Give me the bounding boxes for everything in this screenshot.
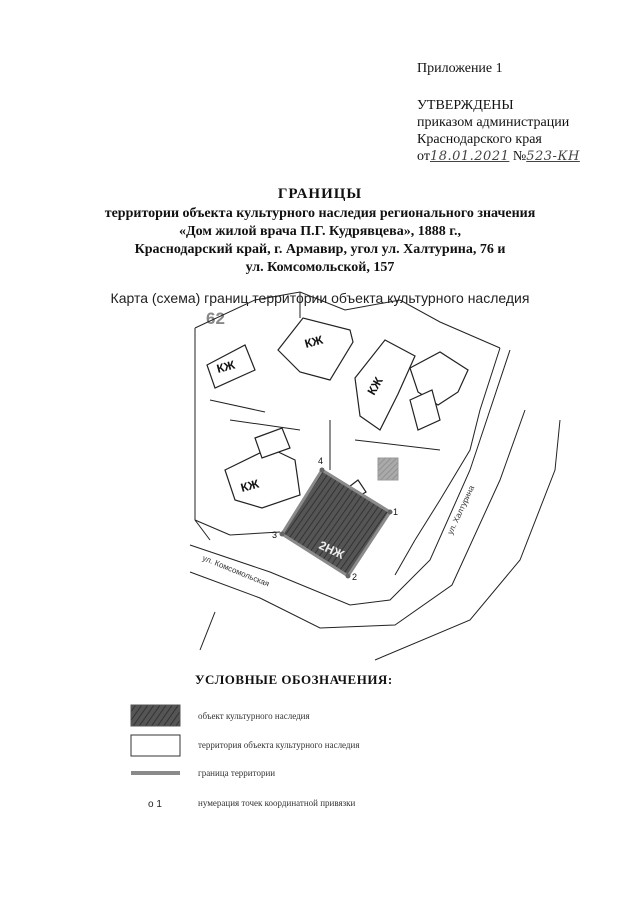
- handwritten-date: 18.01.2021: [429, 149, 510, 164]
- street-label-komsomolskaya: ул. Комсомольская: [201, 553, 271, 589]
- legend-symbol-point: o 1: [148, 799, 162, 810]
- label-kzh-2: КЖ: [215, 357, 237, 376]
- street-edge-far: [375, 420, 560, 660]
- legend-item-territory: территория объекта культурного наследия: [198, 740, 360, 750]
- plot-line-sw: [200, 612, 215, 650]
- legend-item-heritage: объект культурного наследия: [198, 711, 310, 721]
- appendix-label: Приложение 1: [417, 61, 503, 76]
- approved-title: УТВЕРЖДЕНЫ: [417, 98, 514, 113]
- approved-line-1: приказом администрации: [417, 115, 570, 130]
- label-kzh-4: КЖ: [239, 476, 261, 495]
- street-label-khalturina: ул. Халтурина: [445, 484, 477, 536]
- legend-symbol-territory: [131, 735, 180, 756]
- label-heritage: 2НЖ: [316, 538, 347, 562]
- subtitle-line-4: ул. Комсомольской, 157: [245, 260, 395, 275]
- handwritten-number: 523-КН: [526, 149, 580, 164]
- shed-shaded: [378, 458, 398, 480]
- subtitle-line-1: территории объекта культурного наследия регионального значения: [104, 206, 536, 221]
- point-3: 3: [272, 530, 278, 540]
- point-4: 4: [318, 456, 324, 466]
- map-caption: Карта (схема) границ территории объекта культурного наследия: [110, 290, 530, 306]
- approved-line-2: Краснодарского края: [417, 132, 542, 147]
- point-1: 1: [393, 507, 399, 517]
- subtitle-line-3: Краснодарский край, г. Армавир, угол ул. Халтурина, 76 и: [134, 242, 506, 257]
- building-kzh-1: [278, 318, 353, 380]
- label-kzh-1: КЖ: [303, 332, 325, 351]
- document-title: ГРАНИЦЫ: [277, 186, 363, 202]
- building-kzh-3: [355, 340, 415, 430]
- legend-title: УСЛОВНЫЕ ОБОЗНАЧЕНИЯ:: [195, 672, 393, 687]
- block-number: 62: [206, 309, 225, 328]
- legend-item-boundary: граница территории: [198, 768, 276, 778]
- legend-symbol-heritage: [131, 705, 180, 726]
- point-2: 2: [352, 572, 358, 582]
- legend-item-point-numbering: нумерация точек координатной привязки: [198, 798, 356, 808]
- label-kzh-3: КЖ: [364, 374, 386, 398]
- building-aux-3: [255, 428, 290, 458]
- subtitle-line-2: «Дом жилой врача П.Г. Кудрявцева», 1888 г.,: [179, 224, 461, 239]
- number-prefix: №: [512, 149, 527, 164]
- date-prefix: от: [417, 149, 430, 164]
